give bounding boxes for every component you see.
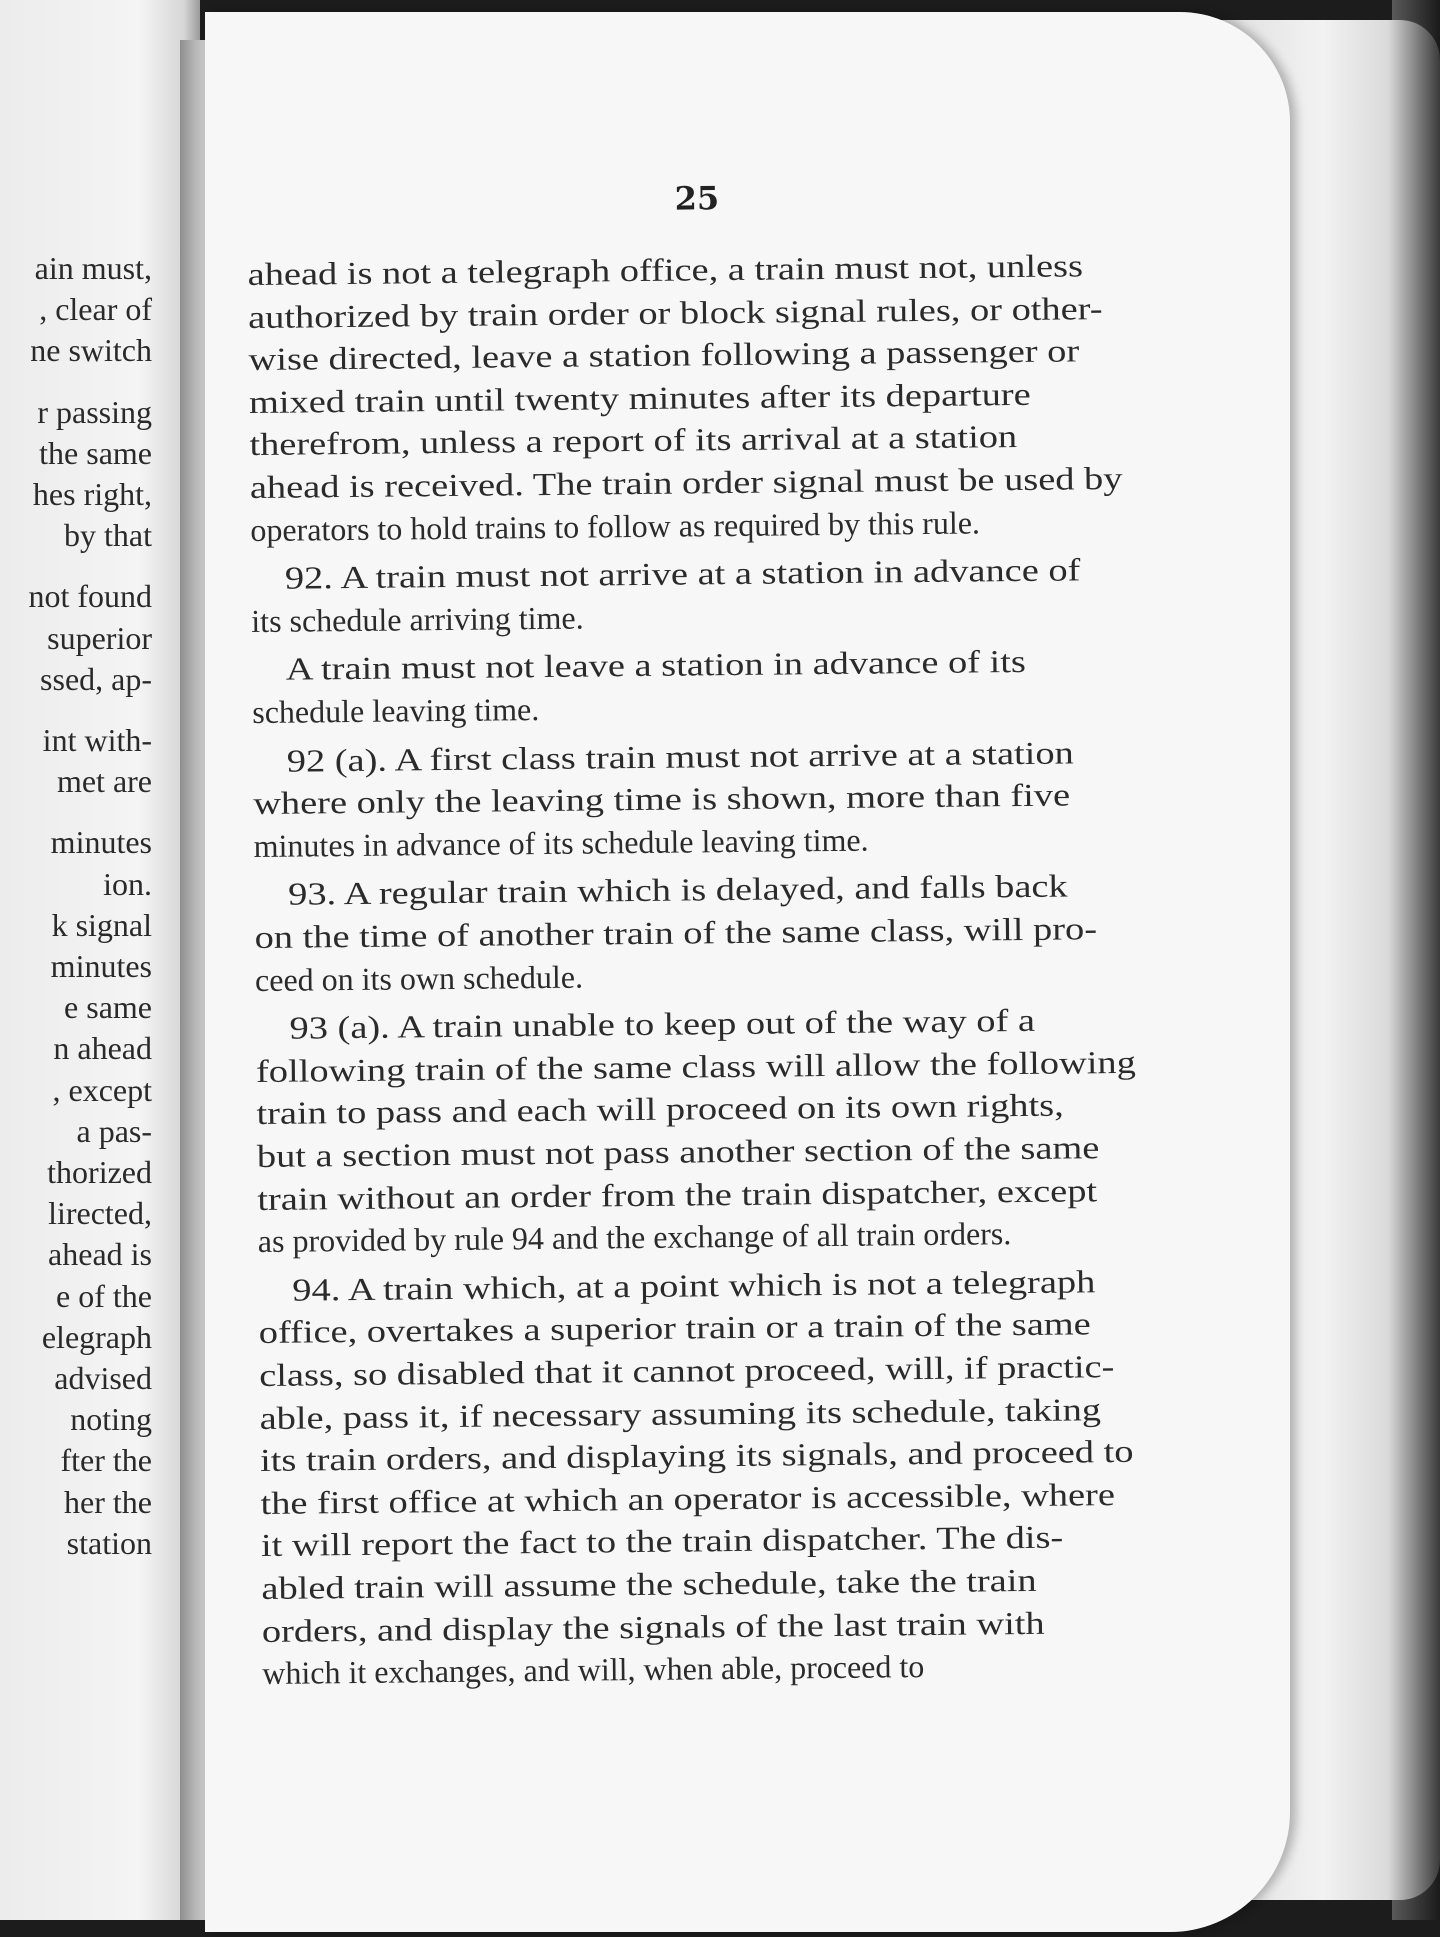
text-line: 93. A regular train which is delayed, and falls back bbox=[287, 867, 1068, 913]
left-text-line: e same bbox=[64, 989, 152, 1026]
left-text-line: elegraph bbox=[41, 1318, 152, 1355]
text-line: train without an order from the train dispatcher, except bbox=[257, 1171, 1098, 1217]
left-text-line: fter the bbox=[60, 1442, 152, 1479]
text-line: following train of the same class will allow the following bbox=[255, 1043, 1136, 1089]
left-text-line: thorized bbox=[47, 1154, 152, 1190]
text-line: but a section must not pass another section of the same bbox=[256, 1129, 1100, 1175]
text-line: 92 (a). A first class train must not arrive at a station bbox=[286, 734, 1074, 779]
right-page bbox=[205, 12, 1290, 1932]
left-text-line: ahead is bbox=[48, 1236, 152, 1273]
text-line: authorized by train order or block signal rules, or other- bbox=[247, 289, 1103, 335]
left-text-line: ain must, bbox=[34, 250, 152, 286]
text-line: 92. A train must not arrive at a station in advance of bbox=[284, 551, 1081, 596]
text-line: 93 (a). A train unable to keep out of the way of a bbox=[289, 1002, 1036, 1046]
text-line: class, so disabled that it cannot proceed, will, if practic- bbox=[259, 1348, 1115, 1393]
text-line: train to pass and each will proceed on its own rights, bbox=[256, 1086, 1064, 1132]
text-line: the first office at which an operator is accessible, where bbox=[260, 1475, 1116, 1521]
text-line: ahead is not a telegraph office, a train must not, unless bbox=[247, 247, 1084, 293]
page-number: 25 bbox=[674, 179, 720, 218]
left-text-line: a pas- bbox=[76, 1112, 152, 1149]
left-text-line: ion. bbox=[103, 865, 152, 902]
text-line: orders, and display the signals of the last train with bbox=[261, 1604, 1045, 1649]
text-line: A train must not leave a station in advance of its bbox=[285, 643, 1027, 688]
left-text-line: , clear of bbox=[39, 291, 152, 328]
left-text-line: r passing bbox=[37, 393, 152, 430]
left-text-line: superior bbox=[47, 619, 152, 656]
text-line: as provided by rule 94 and the exchange of all train orders. bbox=[257, 1215, 1012, 1260]
left-text-line: met are bbox=[56, 763, 152, 800]
text-line: minutes in advance of its schedule leaving time. bbox=[253, 821, 869, 864]
text-line: schedule leaving time. bbox=[252, 691, 540, 731]
left-text-line: advised bbox=[54, 1360, 152, 1396]
text-line: therefrom, unless a report of its arrival at a station bbox=[249, 418, 1018, 463]
left-text-line: station bbox=[66, 1524, 152, 1561]
text-line: office, overtakes a superior train or a train of the same bbox=[258, 1305, 1091, 1351]
text-line: which it exchanges, and will, when able, proceed to bbox=[262, 1648, 925, 1692]
left-page bbox=[0, 0, 200, 1920]
left-text-line: not found bbox=[28, 578, 152, 615]
left-text-line: e of the bbox=[56, 1277, 152, 1314]
right-page-body bbox=[195, 5, 1300, 1936]
text-line: its train orders, and displaying its signals, and proceed to bbox=[259, 1433, 1134, 1479]
text-line: operators to hold trains to follow as required by this rule. bbox=[250, 503, 981, 548]
left-text-line: hes right, bbox=[32, 476, 152, 512]
text-line: where only the leaving time is shown, more than five bbox=[253, 776, 1071, 822]
left-text-line: by that bbox=[64, 517, 152, 554]
left-text-line: ssed, ap- bbox=[40, 660, 152, 697]
left-text-line: minutes bbox=[50, 948, 152, 984]
text-line: it will report the fact to the train dispatcher. The dis- bbox=[260, 1518, 1064, 1564]
left-text-line: her the bbox=[64, 1483, 152, 1520]
left-text-line: k signal bbox=[51, 906, 152, 943]
text-line: able, pass it, if necessary assuming its schedule, taking bbox=[259, 1390, 1102, 1436]
left-text-line: lirected, bbox=[48, 1195, 152, 1232]
text-line: ceed on its own schedule. bbox=[254, 958, 584, 998]
text-line: on the time of another train of the same class, will pro- bbox=[254, 910, 1098, 956]
text-line: 94. A train which, at a point which is not a telegraph bbox=[292, 1263, 1096, 1308]
left-text-line: minutes bbox=[50, 824, 152, 861]
left-text-line: the same bbox=[39, 434, 152, 471]
text-line: its schedule arriving time. bbox=[251, 599, 584, 639]
text-line: ahead is received. The train order signal must be used by bbox=[249, 459, 1123, 506]
left-text-line: int with- bbox=[42, 722, 152, 758]
left-text-line: , except bbox=[52, 1071, 152, 1108]
left-text-line: noting bbox=[70, 1401, 152, 1438]
text-line: mixed train until twenty minutes after its departure bbox=[248, 375, 1031, 420]
left-text-line: n ahead bbox=[53, 1030, 152, 1067]
left-text-line: ne switch bbox=[30, 332, 152, 369]
text-line: abled train will assume the schedule, take the train bbox=[261, 1561, 1037, 1606]
text-line: wise directed, leave a station following a passenger or bbox=[248, 332, 1080, 378]
